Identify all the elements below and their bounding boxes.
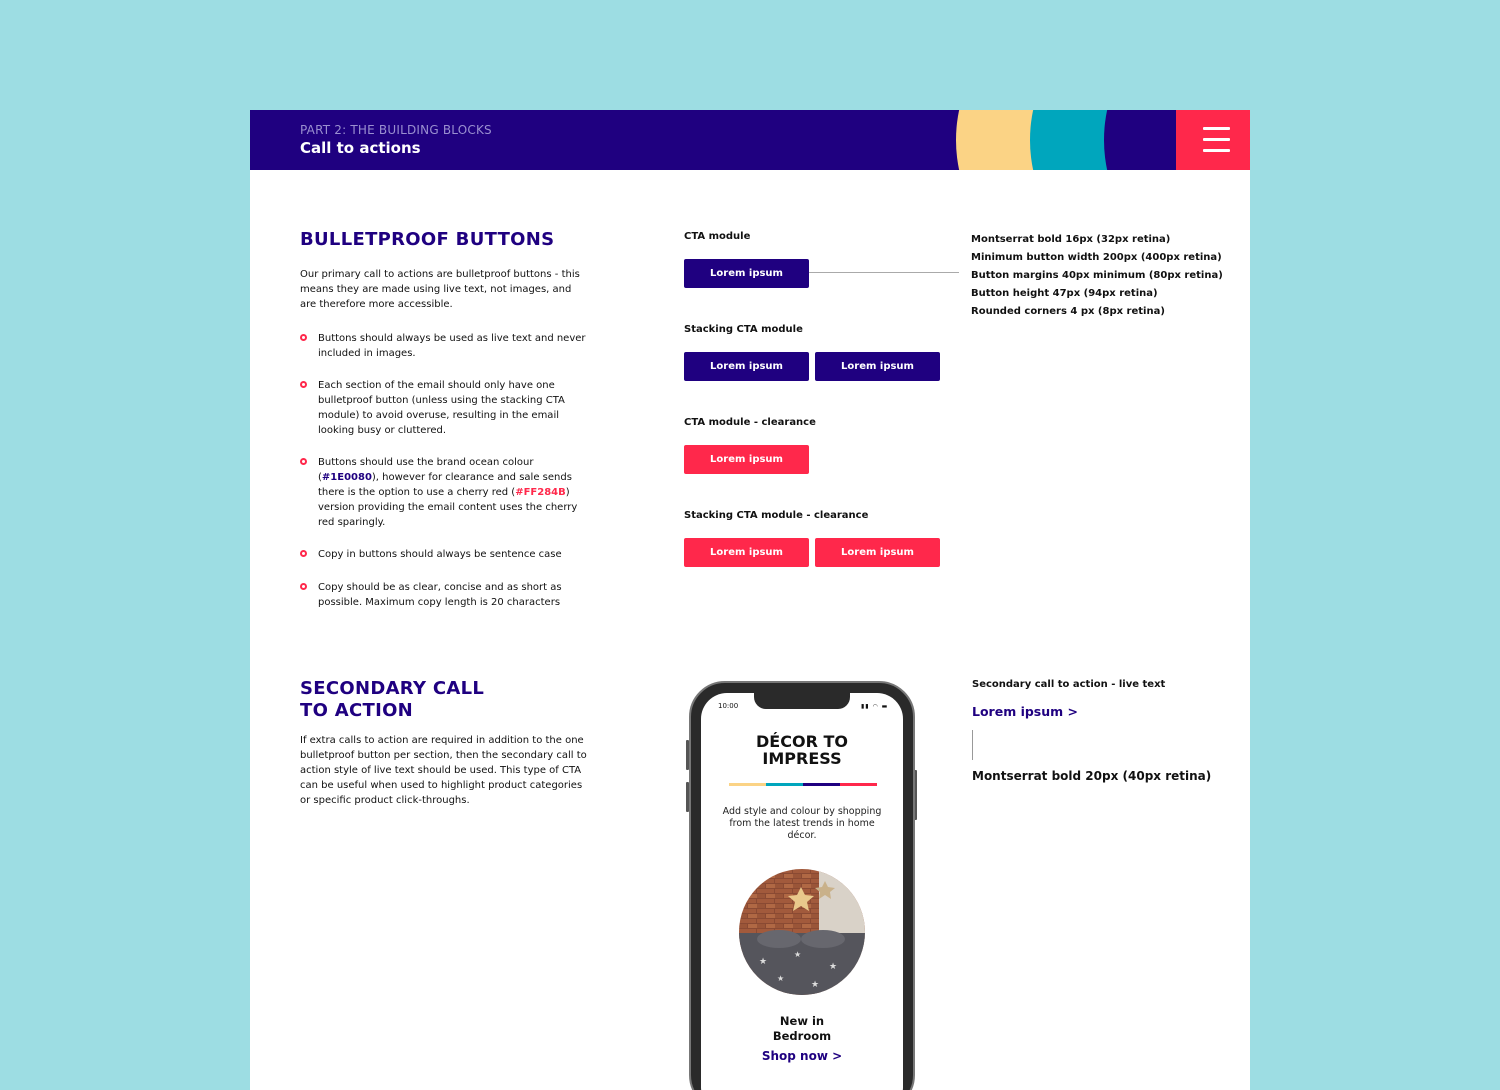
- svg-text:★: ★: [794, 950, 802, 959]
- svg-text:★: ★: [777, 974, 785, 983]
- spec-item: Montserrat bold 16px (32px retina): [971, 234, 1171, 245]
- shop-now-link[interactable]: Shop now >: [761, 1049, 843, 1063]
- bullet-circle-icon: [300, 381, 307, 388]
- secondary-cta-spec-label: Secondary call to action - live text: [972, 679, 1166, 690]
- list-item: Each section of the email should only have one bulletproof button (unless using the stacking CTA module) to avoid overuse, resulting in the email looking busy or cluttered.: [300, 378, 590, 438]
- secondary-cta-heading: SECONDARY CALL TO ACTION: [300, 678, 485, 721]
- page-title: Call to actions: [300, 139, 421, 157]
- cherry-colour-code: #FF284B: [515, 487, 566, 498]
- phone-notch: [754, 693, 850, 709]
- category-title: New in Bedroom: [772, 1014, 832, 1043]
- cta-button[interactable]: Lorem ipsum: [684, 259, 809, 288]
- bulletproof-rules-list: [300, 331, 590, 627]
- bedroom-product-image[interactable]: [739, 869, 865, 995]
- spec-item: Minimum button width 200px (400px retina): [971, 252, 1222, 263]
- bullet-circle-icon: [300, 458, 307, 465]
- bullet-circle-icon: [300, 583, 307, 590]
- brand-colour-rule: [840, 783, 877, 786]
- clearance-cta-button[interactable]: Lorem ipsum: [684, 445, 809, 474]
- email-headline: DÉCOR TO IMPRESS: [756, 732, 848, 768]
- email-subtext: Add style and colour by shopping from the latest trends in home décor.: [722, 806, 882, 841]
- bulletproof-heading: BULLETPROOF BUTTONS: [300, 229, 555, 250]
- spec-connector-line: [809, 272, 959, 273]
- svg-text:★: ★: [759, 957, 768, 967]
- brand-colour-rule: [766, 783, 803, 786]
- button-specs-list: [971, 231, 1223, 321]
- secondary-cta-link[interactable]: Lorem ipsum >: [972, 704, 1078, 719]
- stacking-clearance-label: Stacking CTA module - clearance: [684, 510, 869, 521]
- clearance-cta-label: CTA module - clearance: [684, 417, 816, 428]
- stacking-cta-label: Stacking CTA module: [684, 324, 803, 335]
- brand-colour-rule: [729, 783, 766, 786]
- phone-mockup: [689, 681, 915, 1090]
- spec-connector-line: [972, 730, 973, 760]
- svg-text:★: ★: [829, 962, 838, 972]
- secondary-cta-spec: Montserrat bold 20px (40px retina): [972, 769, 1212, 783]
- spec-item: Button height 47px (94px retina): [971, 288, 1158, 299]
- phone-screen: [701, 693, 903, 1090]
- stacking-clearance-button-1[interactable]: Lorem ipsum: [684, 538, 809, 567]
- header-bar: [250, 110, 1250, 170]
- stacking-clearance-button-2[interactable]: Lorem ipsum: [815, 538, 940, 567]
- brand-colour-rule: [803, 783, 840, 786]
- list-item: Buttons should always be used as live text and never included in images.: [300, 331, 590, 361]
- stacking-cta-button-2[interactable]: Lorem ipsum: [815, 352, 940, 381]
- svg-text:★: ★: [811, 980, 820, 990]
- list-item: Copy should be as clear, concise and as short as possible. Maximum copy length is 20 characters: [300, 580, 590, 610]
- signal-wifi-battery-icons: ▮▮ ◠ ▬: [861, 703, 889, 710]
- list-item: Copy in buttons should always be sentence case: [300, 547, 590, 562]
- section-kicker: PART 2: THE BUILDING BLOCKS: [300, 123, 492, 137]
- status-time: 10:00: [718, 702, 739, 710]
- bullet-circle-icon: [300, 334, 307, 341]
- spec-item: Button margins 40px minimum (80px retina): [971, 270, 1223, 281]
- cta-module-label: CTA module: [684, 231, 751, 242]
- list-item: Buttons should use the brand ocean colour (#1E0080), however for clearance and sale sends there is the option to use a cherry red (#FF284B) version providing the email content uses the cherry red sparingly.: [300, 455, 590, 530]
- bullet-circle-icon: [300, 550, 307, 557]
- stacking-cta-button-1[interactable]: Lorem ipsum: [684, 352, 809, 381]
- ocean-colour-code: #1E0080: [321, 472, 372, 483]
- spec-item: Rounded corners 4 px (8px retina): [971, 306, 1165, 317]
- bulletproof-intro: Our primary call to actions are bulletproof buttons - this means they are made using live text, not images, and are therefore more accessible.: [300, 269, 580, 310]
- secondary-cta-body: If extra calls to action are required in addition to the one bulletproof button per section, then the secondary call to action style of live text should be used. This type of CTA can be useful when used to highlight product categories or specific product click-throughs.: [300, 735, 587, 806]
- menu-button[interactable]: [1176, 110, 1250, 170]
- guideline-page: [250, 110, 1250, 1090]
